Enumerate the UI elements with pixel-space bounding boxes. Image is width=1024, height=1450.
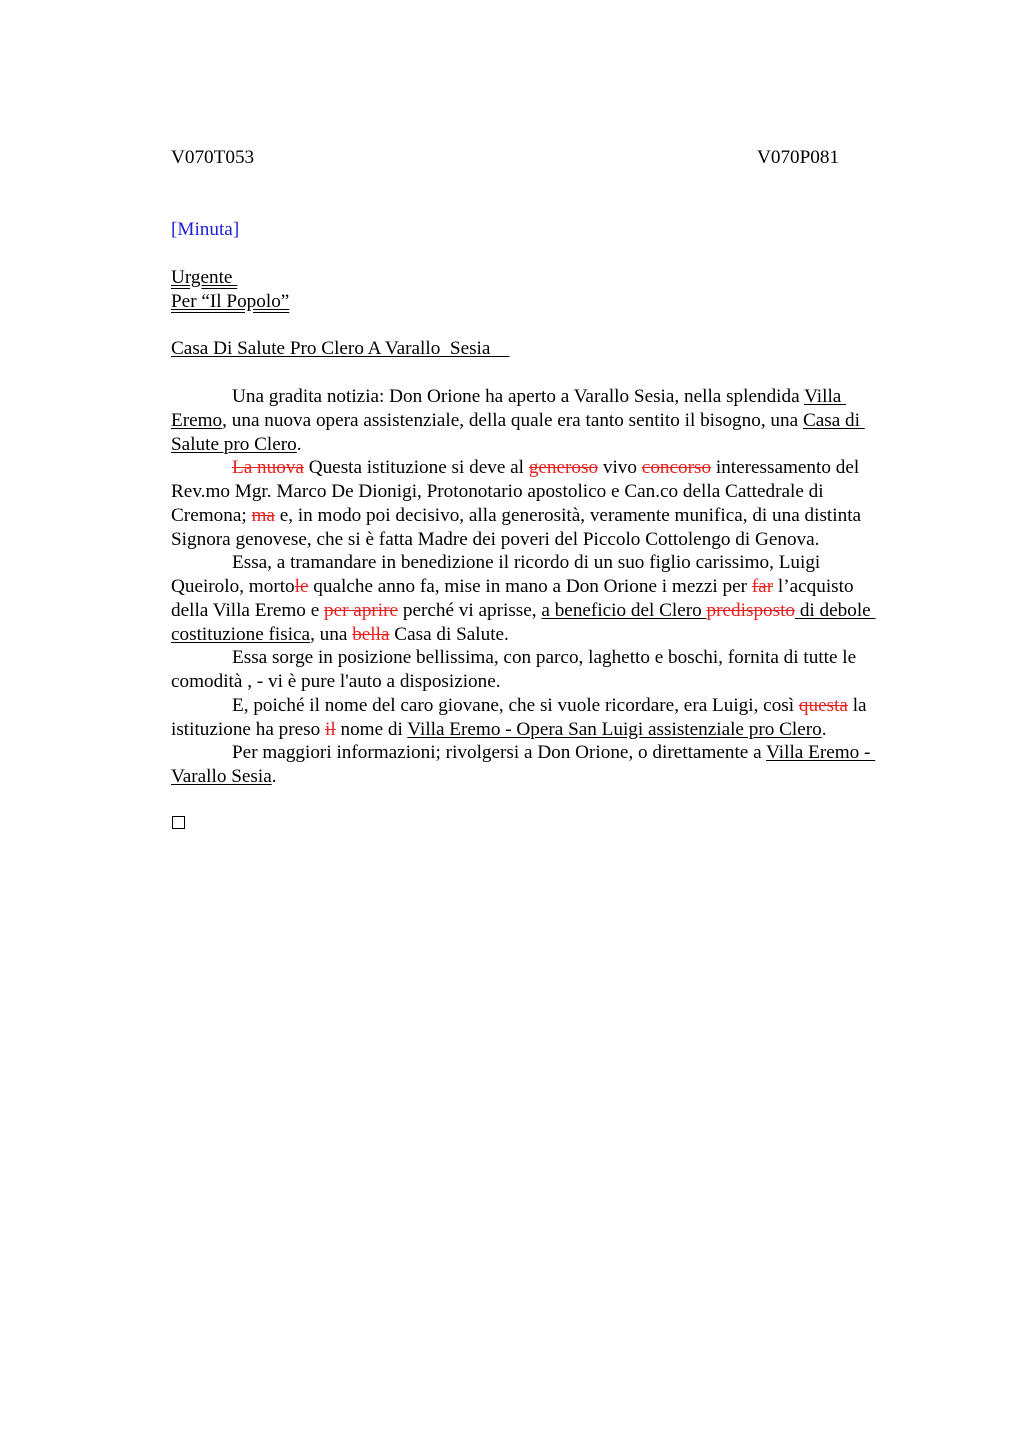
underlined-text: Villa Eremo - — [766, 742, 876, 764]
body-line — [171, 765, 933, 789]
body-text-segment: interessamento del — [711, 457, 860, 479]
deleted-text: concorso — [641, 457, 712, 479]
body-line — [171, 528, 933, 552]
body-line — [171, 623, 933, 647]
body-text-segment: Per maggiori informazioni; rivolgersi a Don Orione, o direttamente a — [232, 742, 767, 764]
body-text-segment: Queirolo, morto — [171, 576, 295, 597]
body-text-segment: vivo — [598, 457, 642, 479]
deleted-text: La nuova — [232, 457, 304, 479]
urgente-label — [171, 266, 237, 290]
body-text-segment: la — [847, 694, 867, 716]
deleted-text: il — [325, 718, 336, 740]
body-line — [171, 409, 933, 433]
body-text-segment: perché vi aprisse, — [398, 599, 542, 621]
body-text-segment: Questa istituzione si deve al — [303, 457, 529, 479]
body-line — [171, 694, 933, 718]
body-line — [171, 504, 933, 528]
body-text-segment: . — [271, 766, 277, 787]
deleted-text: le — [294, 576, 309, 597]
deleted-text: far — [751, 576, 774, 597]
body-line — [171, 741, 933, 765]
body-text-segment: Essa sorge in posizione bellissima, con parco, laghetto e boschi, fornita di tutte le — [232, 647, 857, 669]
underlined-text: a beneficio del Clero — [541, 599, 707, 621]
deleted-text: per aprire — [324, 599, 399, 621]
body-line — [171, 718, 933, 742]
underlined-text: Villa Eremo - Opera San Luigi assistenziale pro Clero — [407, 718, 822, 740]
body-text-segment: . — [296, 433, 302, 455]
body-line — [171, 646, 933, 670]
body-text-segment: della Villa Eremo e — [171, 599, 325, 621]
body-line — [171, 599, 933, 623]
body-text-segment: nome di — [335, 718, 408, 740]
article-title: Casa Di Salute Pro Clero A Varallo Sesia — [171, 338, 510, 359]
underlined-text: di debole — [795, 599, 876, 621]
body-text-segment: Cremona; — [171, 504, 252, 526]
document-code-right: V070P081 — [757, 147, 840, 168]
underlined-text: Varallo Sesia — [171, 766, 272, 787]
body-text-segment: Una gradita notizia: Don Orione ha aperto a Varallo Sesia, nella splendida — [232, 386, 805, 407]
document-code-left: V070T053 — [171, 147, 255, 168]
body-text-segment: , una — [310, 623, 353, 645]
body-line — [171, 433, 933, 457]
deleted-text: questa — [798, 694, 848, 716]
underlined-text: Salute pro Clero — [171, 433, 297, 455]
body-line — [171, 551, 933, 575]
destination-label — [171, 290, 289, 314]
body-line — [171, 575, 933, 599]
underlined-text: costituzione fisica — [171, 623, 311, 645]
minuta-label: [Minuta] — [171, 219, 240, 240]
deleted-text: generoso — [528, 457, 599, 479]
body-line — [171, 456, 933, 480]
body-text-segment: , una nuova opera assistenziale, della quale era tanto sentito il bisogno, una — [222, 409, 803, 431]
body-line — [171, 670, 933, 694]
underlined-text: Casa di — [802, 409, 865, 431]
article-body — [171, 385, 933, 789]
body-text-segment: Casa di Salute. — [389, 623, 509, 645]
underlined-text: Eremo — [171, 409, 223, 431]
underlined-text: Villa — [804, 386, 847, 407]
deleted-text: ma — [251, 504, 275, 526]
destination-text: Per “Il Popolo” — [171, 291, 290, 312]
body-text-segment: qualche anno fa, mise in mano a Don Orione i mezzi per — [308, 576, 752, 597]
body-text-segment: Essa, a tramandare in benedizione il ricordo di un suo figlio carissimo, Luigi — [232, 552, 821, 574]
urgente-text: Urgente — [171, 267, 238, 288]
body-text-segment: comodità , - vi è pure l'auto a disposizione. — [171, 671, 501, 692]
body-text-segment: l’acquisto — [773, 576, 854, 597]
body-text-segment: Rev.mo Mgr. Marco De Dionigi, Protonotario apostolico e Can.co della Cattedrale di — [171, 481, 824, 502]
body-text-segment: . — [821, 718, 827, 740]
body-text-segment: e, in modo poi decisivo, alla generosità, veramente munifica, di una distinta — [274, 504, 862, 526]
body-text-segment: Signora genovese, che si è fatta Madre dei poveri del Piccolo Cottolengo di Genova. — [171, 528, 820, 550]
body-text-segment: istituzione ha preso — [171, 718, 325, 740]
body-line — [171, 385, 933, 409]
body-line — [171, 480, 933, 504]
body-text-segment: E, poiché il nome del caro giovane, che si vuole ricordare, era Luigi, così — [232, 694, 799, 716]
end-marker-box — [172, 816, 185, 829]
deleted-text: predisposto — [706, 599, 796, 621]
deleted-text: bella — [352, 623, 390, 645]
